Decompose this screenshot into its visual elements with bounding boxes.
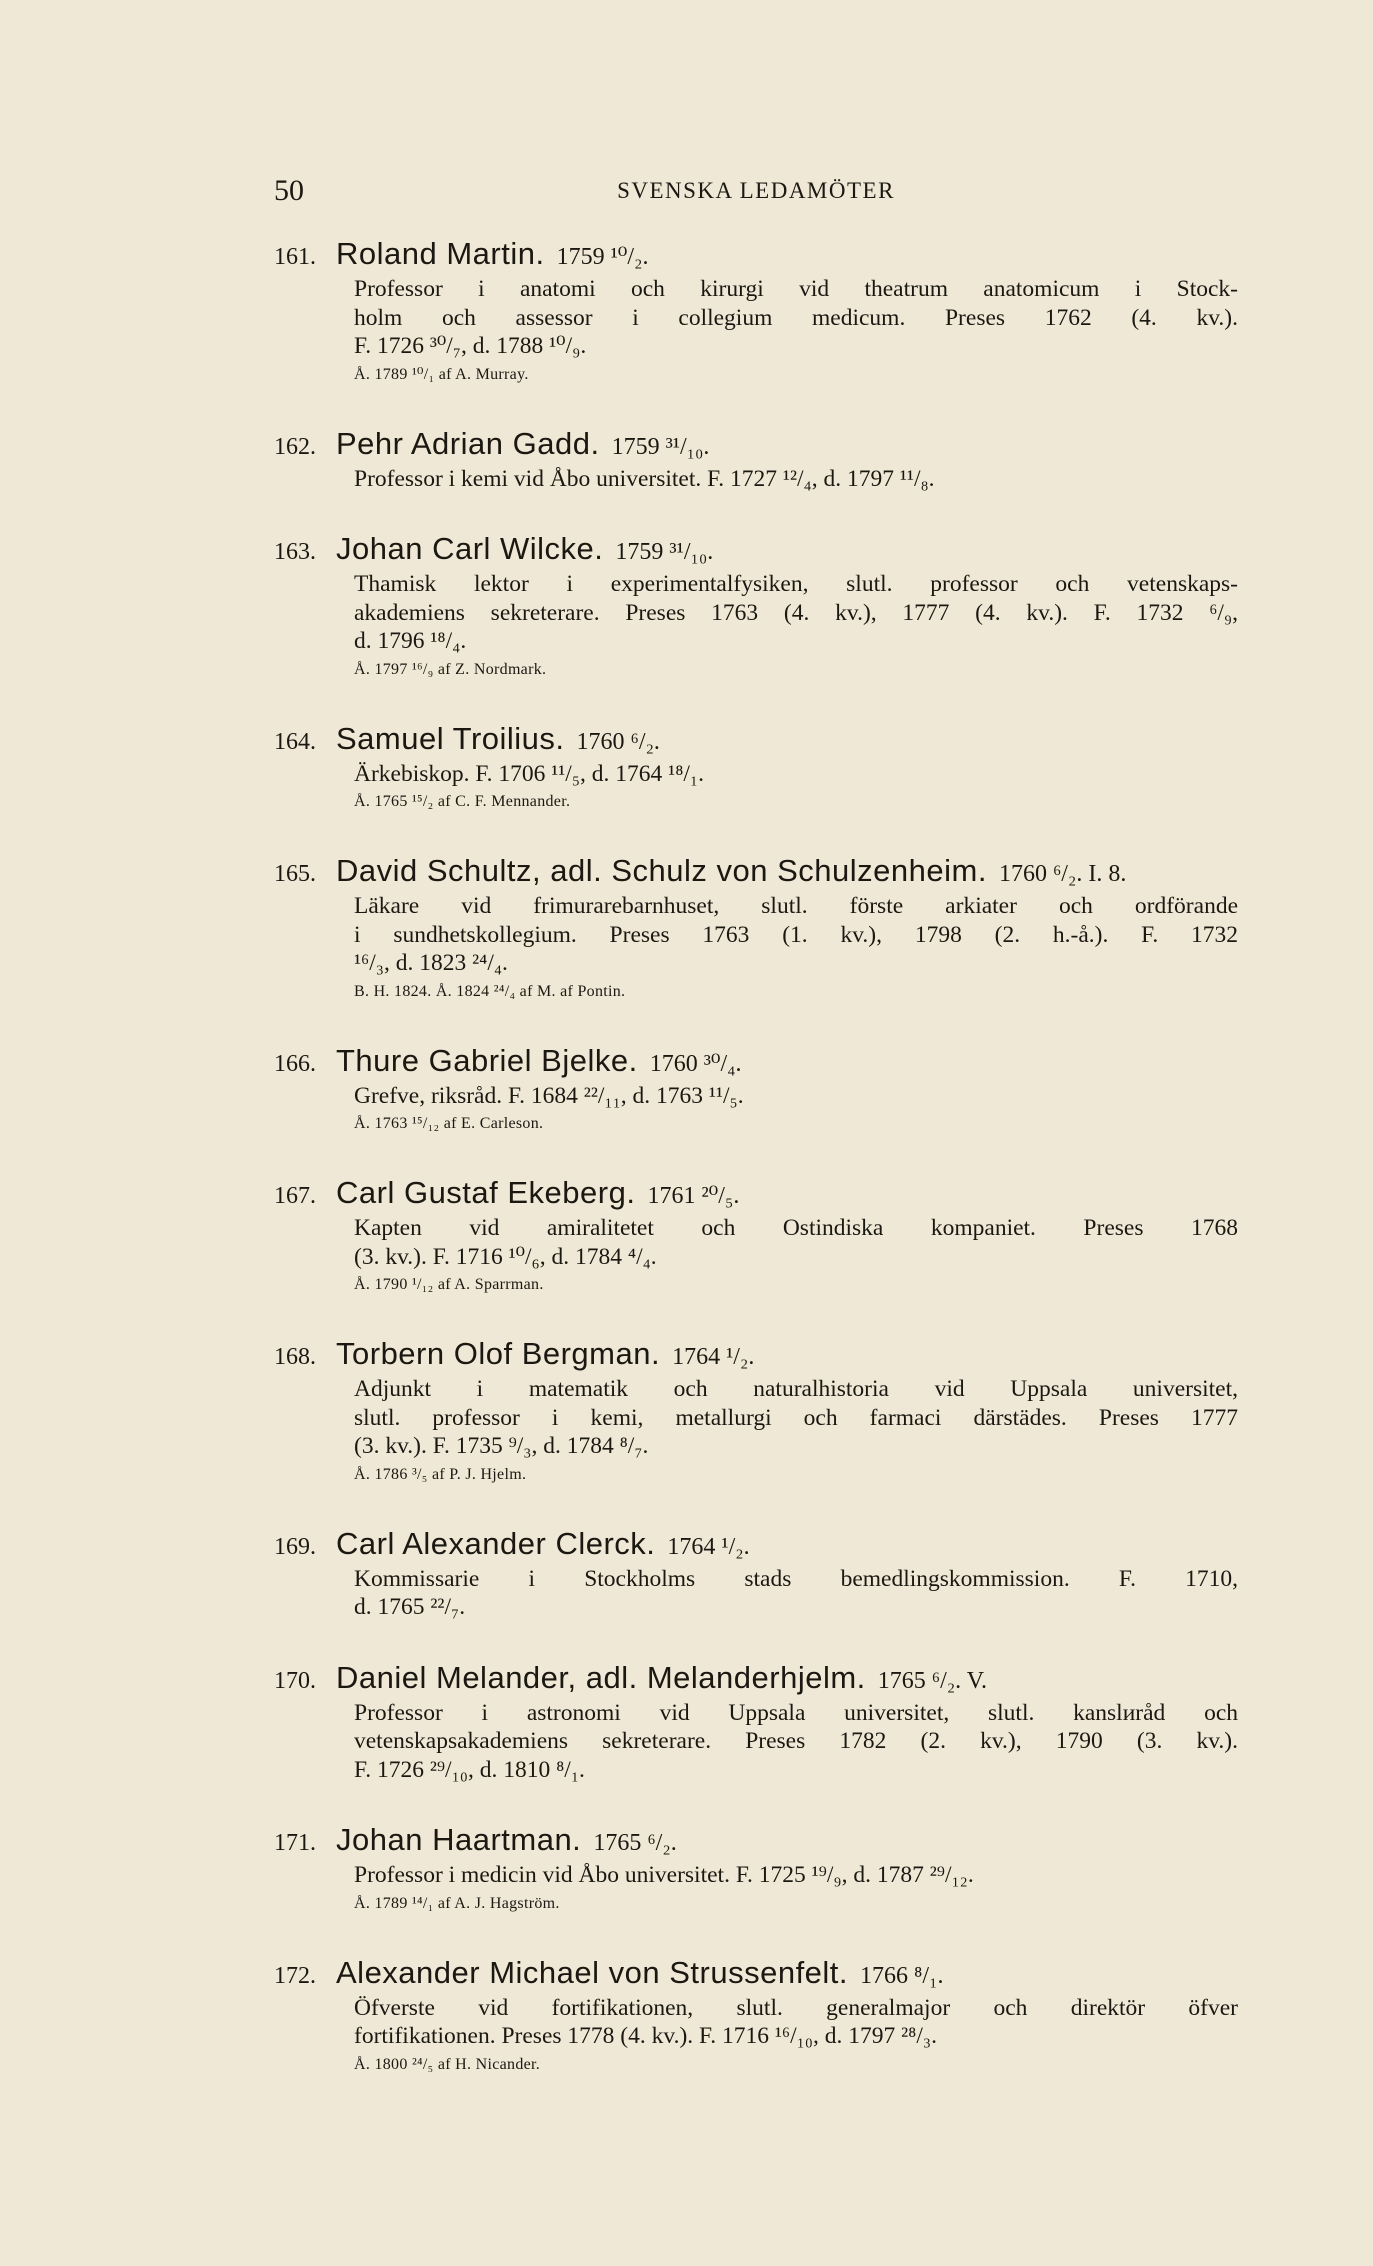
member-name: Carl Alexander Clerck. (336, 1525, 656, 1561)
entry-text (354, 465, 1238, 494)
entry-text (354, 275, 1238, 361)
entry-text-line: Professor i astronomi vid Uppsala universitet, slutl. kanslиråd och (354, 1699, 1238, 1726)
memorial-note: Å. 1763 ¹⁵/₁₂ af E. Carleson. (354, 1115, 544, 1132)
entry-heading (274, 531, 1238, 570)
memorial-note: Å. 1765 ¹⁵/₂ af C. F. Mennander. (354, 793, 571, 810)
entry-text-line: F. 1726 ³⁰/₇, d. 1788 ¹⁰/₉. (354, 333, 587, 359)
entry-text-line: fortifikationen. Preses 1778 (4. kv.). F. 1716 ¹⁶/₁₀, d. 1797 ²⁸/₃. (354, 2023, 937, 2049)
entry-text-line: Kapten vid amiralitetet och Ostindiska kompaniet. Preses 1768 (354, 1215, 1238, 1241)
entry-number: 165. (274, 861, 316, 887)
entry-heading (274, 1955, 1238, 1994)
entry-text-line: Öfverste vid fortifikationen, slutl. generalmajor och direktör öfver (354, 1994, 1238, 2021)
entry-text (354, 1565, 1238, 1622)
member-entry (274, 1660, 1238, 1785)
election-date: 1759 ¹⁰/₂. (556, 244, 649, 270)
memorial-note: Å. 1797 ¹⁶/₉ af Z. Nordmark. (354, 660, 547, 678)
entry-text-line: (3. kv.). F. 1716 ¹⁰/₆, d. 1784 ⁴/₄. (354, 1243, 657, 1270)
member-entry (274, 1822, 1238, 1917)
member-name: Torbern Olof Bergman. (336, 1336, 661, 1371)
entry-number: 163. (274, 539, 316, 565)
member-entry-list (274, 236, 1238, 2116)
member-name: Thure Gabriel Bjelke. (336, 1042, 638, 1078)
election-date: 1765 ⁶/₂. (593, 1830, 677, 1856)
member-name: Carl Gustaf Ekeberg. (336, 1175, 636, 1210)
member-name: Alexander Michael von Strussenfelt. (336, 1954, 849, 1990)
entry-number: 166. (274, 1050, 316, 1077)
member-entry (274, 1043, 1238, 1138)
member-name: Johan Carl Wilcke. (336, 531, 604, 566)
entry-text-line: i sundhetskollegium. Preses 1763 (1. kv.), 1798 (2. h.-å.). F. 1732 (354, 921, 1238, 948)
member-entry (274, 426, 1238, 494)
member-entry (274, 1526, 1238, 1622)
entry-text-line: Grefve, riksråd. F. 1684 ²²/₁₁, d. 1763 ¹¹/₅. (354, 1082, 744, 1109)
memorial-note: Å. 1789 ¹⁴/₁ af A. J. Hagström. (354, 1894, 560, 1912)
member-entry (274, 1955, 1238, 2078)
entry-text (354, 1994, 1238, 2051)
member-name: Samuel Troilius. (336, 720, 565, 756)
member-entry (274, 531, 1238, 683)
election-date: 1759 ³¹/₁₀. (611, 433, 710, 460)
entry-heading (274, 1175, 1238, 1214)
entry-text-line: vetenskapsakademiens sekreterare. Preses 1782 (2. kv.), 1790 (3. kv.). (354, 1728, 1238, 1754)
entry-text (354, 892, 1238, 978)
entry-heading (274, 1526, 1238, 1565)
member-entry (274, 1336, 1238, 1488)
entry-text (354, 1082, 1238, 1111)
entry-text-line: F. 1726 ²⁹/₁₀, d. 1810 ⁸/₁. (354, 1756, 585, 1783)
entry-heading (274, 1822, 1238, 1861)
memorial-note: Å. 1786 ³/₅ af P. J. Hjelm. (354, 1465, 527, 1483)
entry-text (354, 1375, 1238, 1461)
memorial-note: Å. 1790 ¹/₁₂ af A. Sparrman. (354, 1276, 544, 1293)
entry-text-line: akademiens sekreterare. Preses 1763 (4. kv.), 1777 (4. kv.). F. 1732 ⁶/₉, (354, 599, 1238, 626)
member-entry (274, 1175, 1238, 1298)
entry-text-line: (3. kv.). F. 1735 ⁹/₃, d. 1784 ⁸/₇. (354, 1433, 649, 1459)
entry-text (354, 1699, 1238, 1785)
member-name: David Schultz, adl. Schulz von Schulzenheim. (336, 853, 987, 888)
entry-text-line: Professor i medicin vid Åbo universitet. F. 1725 ¹⁹/₉, d. 1787 ²⁹/₁₂. (354, 1862, 974, 1888)
election-date: 1760 ⁶/₂. (576, 728, 660, 755)
page-number: 50 (274, 174, 304, 207)
entry-number: 161. (274, 244, 316, 270)
member-name: Johan Haartman. (336, 1822, 582, 1857)
entry-text-line: holm och assessor i collegium medicum. Preses 1762 (4. kv.). (354, 304, 1238, 331)
member-entry (274, 236, 1238, 388)
entry-text-line: Adjunkt i matematik och naturalhistoria vid Uppsala universitet, (354, 1376, 1238, 1402)
member-name: Daniel Melander, adl. Melanderhjelm. (336, 1659, 866, 1695)
member-name: Roland Martin. (336, 236, 545, 271)
entry-heading (274, 1336, 1238, 1375)
entry-heading (274, 721, 1238, 760)
election-date: 1766 ⁸/₁. (860, 1962, 944, 1989)
entry-text (354, 1861, 1238, 1890)
entry-text-line: ¹⁶/₃, d. 1823 ²⁴/₄. (354, 950, 508, 976)
memorial-note: Å. 1789 ¹⁰/₁ af A. Murray. (354, 365, 529, 383)
entry-text-line: Thamisk lektor i experimentalfysiken, slutl. professor och vetenskaps- (354, 571, 1238, 597)
entry-number: 162. (274, 433, 316, 460)
entry-text-line: d. 1796 ¹⁸/₄. (354, 628, 467, 654)
entry-heading (274, 853, 1238, 892)
entry-text-line: d. 1765 ²²/₇. (354, 1594, 466, 1620)
entry-text-line: Ärkebiskop. F. 1706 ¹¹/₅, d. 1764 ¹⁸/₁. (354, 760, 704, 787)
entry-heading (274, 426, 1238, 465)
entry-number: 172. (274, 1962, 316, 1989)
memorial-note: B. H. 1824. Å. 1824 ²⁴/₄ af M. af Pontin. (354, 982, 626, 1000)
entry-number: 170. (274, 1667, 316, 1694)
member-entry (274, 853, 1238, 1005)
entry-heading (274, 236, 1238, 275)
entry-heading (274, 1660, 1238, 1699)
page-header (274, 174, 1238, 214)
election-date: 1760 ³⁰/₄. (649, 1050, 742, 1077)
memorial-note: Å. 1800 ²⁴/₅ af H. Nicander. (354, 2055, 541, 2073)
entry-number: 171. (274, 1830, 316, 1856)
entry-text-line: slutl. professor i kemi, metallurgi och farmaci därstädes. Preses 1777 (354, 1404, 1238, 1431)
election-date: 1764 ¹/₂. (667, 1533, 750, 1560)
entry-text (354, 1214, 1238, 1271)
member-entry (274, 721, 1238, 816)
election-date: 1765 ⁶/₂. V. (877, 1667, 987, 1694)
entry-text (354, 570, 1238, 656)
entry-text-line: Professor i anatomi och kirurgi vid theatrum anatomicum i Stock- (354, 276, 1238, 302)
election-date: 1760 ⁶/₂. I. 8. (998, 861, 1127, 887)
entry-number: 168. (274, 1344, 316, 1370)
entry-number: 167. (274, 1183, 316, 1209)
entry-text-line: Kommissarie i Stockholms stads bemedlingskommission. F. 1710, (354, 1565, 1238, 1592)
election-date: 1761 ²⁰/₅. (647, 1183, 740, 1209)
entry-text (354, 760, 1238, 789)
election-date: 1764 ¹/₂. (672, 1344, 755, 1370)
entry-number: 169. (274, 1533, 316, 1560)
entry-heading (274, 1043, 1238, 1082)
entry-number: 164. (274, 728, 316, 755)
entry-text-line: Läkare vid frimurarebarnhuset, slutl. förste arkiater och ordförande (354, 893, 1238, 919)
member-name: Pehr Adrian Gadd. (336, 425, 600, 461)
running-title: SVENSKA LEDAMÖTER (617, 178, 895, 203)
election-date: 1759 ³¹/₁₀. (615, 539, 714, 565)
entry-text-line: Professor i kemi vid Åbo universitet. F. 1727 ¹²/₄, d. 1797 ¹¹/₈. (354, 465, 935, 492)
